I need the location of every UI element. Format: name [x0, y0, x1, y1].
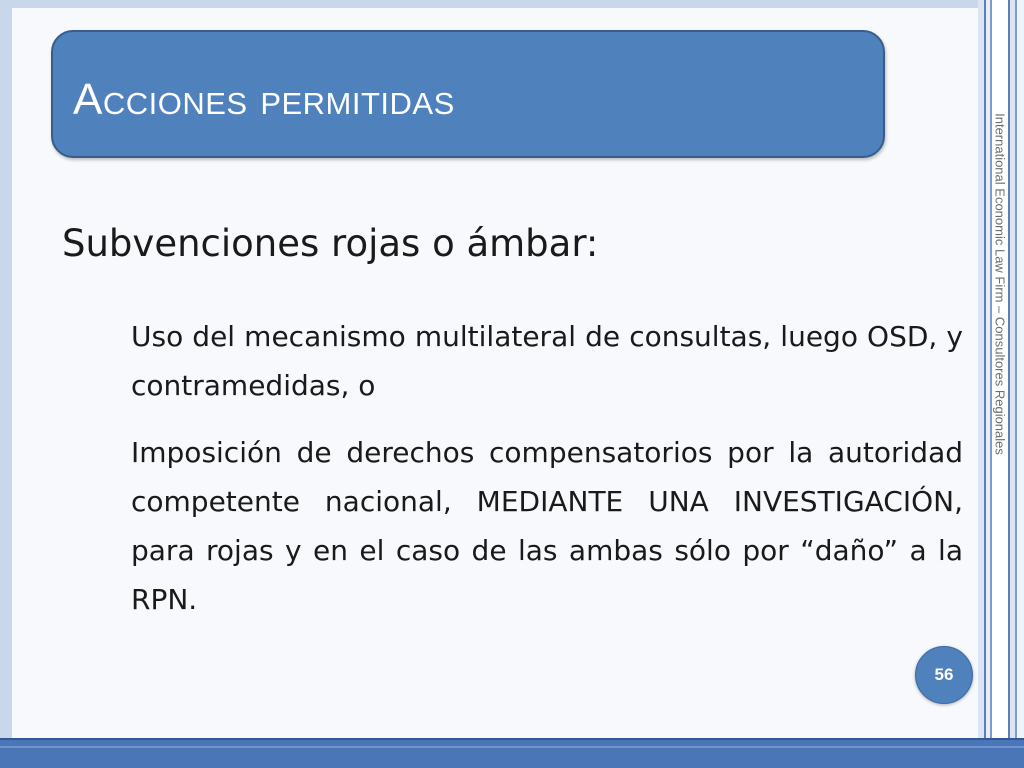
frame-left-edge: [0, 0, 12, 768]
title-banner: [51, 30, 885, 158]
bottom-band-highlight: [0, 746, 1024, 748]
page-number-badge: [915, 646, 973, 704]
body-paragraph: Uso del mecanismo multilateral de consultas, luego OSD, y contramedidas, o: [131, 320, 963, 402]
body-paragraph: Imposición de derechos compensatorios por la autoridad competente nacional, MEDIANTE UNA INVESTIGACIÓN, para rojas y en el caso de las ambas sólo por “daño” a la RPN.: [131, 436, 963, 616]
sidebar-text: International Economic Law Firm – Consultores Regionales: [992, 113, 1008, 455]
slide-title: Acciones permitidas: [73, 75, 455, 124]
subheading: Subvenciones rojas o ámbar:: [62, 222, 599, 265]
side-rail: [1017, 0, 1024, 768]
page-number: 56: [934, 665, 954, 684]
frame-top-edge: [0, 0, 1024, 8]
bottom-band: [0, 738, 1024, 768]
